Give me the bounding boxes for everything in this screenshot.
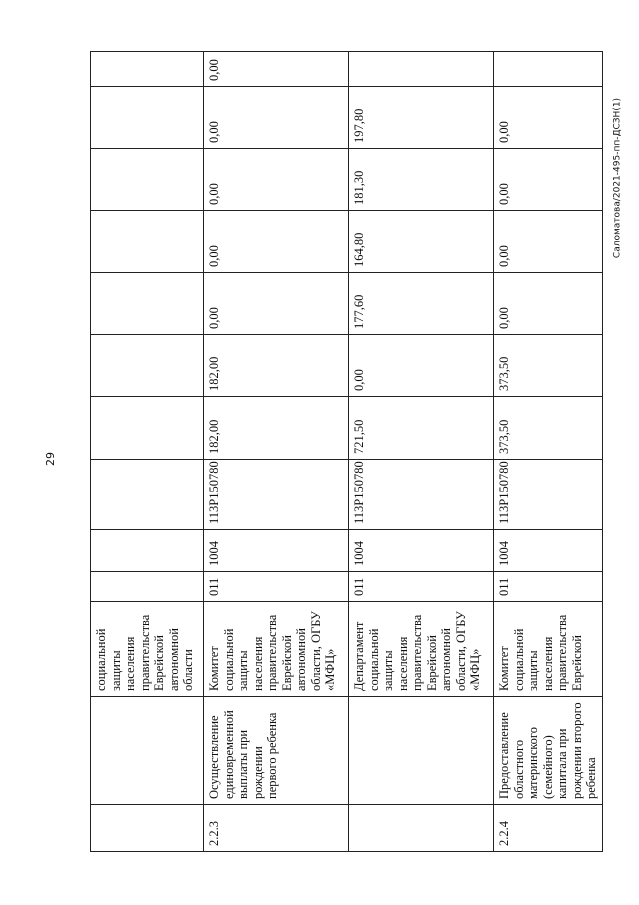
cell-value-2: 373,50: [494, 335, 603, 397]
cell-value-4: [91, 211, 204, 273]
cell-value-5: 0,00: [204, 149, 349, 211]
cell-executor: Комитет социальной защиты населения правительства Еврейской: [494, 602, 603, 697]
cell-name: [91, 697, 204, 805]
cell-rz: [91, 530, 204, 572]
table-row: [349, 52, 494, 852]
cell-name: Осуществление единовременной выплаты при рождении первого ребенка: [204, 697, 349, 805]
cell-executor: социальной защиты населения правительства Еврейской автономной области: [91, 602, 204, 697]
cell-value-7: 0,00: [204, 52, 349, 87]
cell-value-1: 373,50: [494, 397, 603, 460]
cell-value-3: 177,60: [349, 273, 494, 335]
cell-cs: 113P150780: [494, 460, 603, 530]
cell-value-2: 0,00: [349, 335, 494, 397]
cell-value-3: 0,00: [204, 273, 349, 335]
page-number: 29: [44, 452, 57, 466]
cell-cs: 113P150780: [349, 460, 494, 530]
cell-name: [349, 697, 494, 805]
footer-stamp: [610, 60, 624, 295]
cell-rz: 1004: [204, 530, 349, 572]
cell-value-7: [494, 52, 603, 87]
budget-table: [90, 51, 603, 852]
cell-value-1: 721,50: [349, 397, 494, 460]
footer-stamp-text: Саломатова/2021-495-пп-ДСЗН(1): [612, 97, 622, 258]
cell-value-6: 0,00: [494, 87, 603, 149]
cell-value-2: [91, 335, 204, 397]
cell-value-7: [349, 52, 494, 87]
cell-value-4: 164,80: [349, 211, 494, 273]
cell-rz: 1004: [349, 530, 494, 572]
cell-num: 2.2.3: [204, 805, 349, 852]
cell-value-1: [91, 397, 204, 460]
table-frame: [90, 52, 598, 852]
table-row: [494, 52, 603, 852]
cell-num: 2.2.4: [494, 805, 603, 852]
cell-value-6: 0,00: [204, 87, 349, 149]
cell-value-3: [91, 273, 204, 335]
cell-num: [91, 805, 204, 852]
cell-num: [349, 805, 494, 852]
cell-grbs: [91, 572, 204, 602]
cell-executor: Департамент социальной защиты населения правительства Еврейской автономной области, ОГБУ «МФЦ»: [349, 602, 494, 697]
cell-rz: 1004: [494, 530, 603, 572]
cell-value-7: [91, 52, 204, 87]
cell-value-3: 0,00: [494, 273, 603, 335]
cell-value-5: [91, 149, 204, 211]
cell-cs: 113P150780: [204, 460, 349, 530]
cell-value-2: 182,00: [204, 335, 349, 397]
cell-value-6: 197,80: [349, 87, 494, 149]
cell-value-1: 182,00: [204, 397, 349, 460]
cell-value-4: 0,00: [494, 211, 603, 273]
cell-value-6: [91, 87, 204, 149]
cell-grbs: 011: [494, 572, 603, 602]
cell-grbs: 011: [349, 572, 494, 602]
cell-name: Предоставление областного материнского (семейного) капитала при рождении второго ребенка: [494, 697, 603, 805]
cell-cs: [91, 460, 204, 530]
cell-value-4: 0,00: [204, 211, 349, 273]
cell-grbs: 011: [204, 572, 349, 602]
table-row: [204, 52, 349, 852]
cell-executor: Комитет социальной защиты населения правительства Еврейской автономной области, ОГБУ «МФЦ»: [204, 602, 349, 697]
cell-value-5: 0,00: [494, 149, 603, 211]
table-row: [91, 52, 204, 852]
cell-value-5: 181,30: [349, 149, 494, 211]
